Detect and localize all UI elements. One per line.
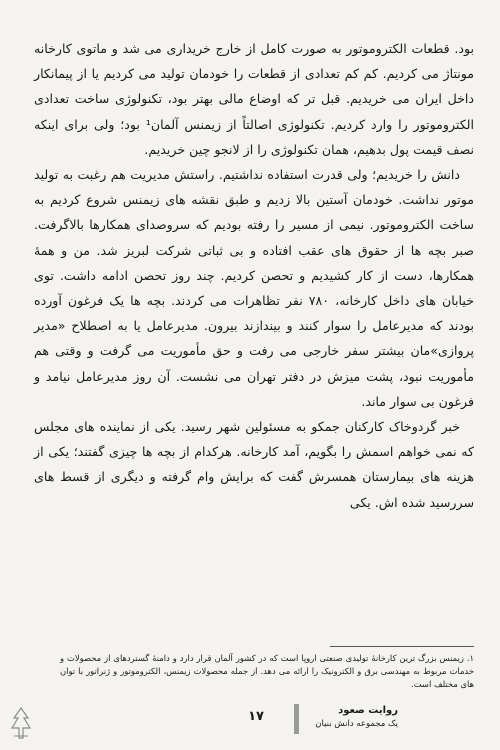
series-title: روایت صعود [338,705,398,716]
paragraph-1: بود. قطعات الکتروموتور به صورت کامل از خارج خریداری می شد و ماتوی کارخانه مونتاژ می کردیم. کم کم تعدادی از قطعات را خودمان تولید می کردیم یا از پیمانکار داخل ایران می خریدیم. قبل تر که اوضاع مالی بهتر بود، تکنولوژی ساخت تعدادی الکتروموتور را وارد کردیم. تکنولوژی اصالتاً از زیمنس آلمان¹ بود؛ ولی برای اینکه نصف قیمت پول بدهیم، همان تکنولوژی را از لانجو چین خریدیم. [34,41,474,157]
footnote-divider [330,646,474,647]
body-text [34,36,474,515]
running-footer [302,704,398,731]
publisher-logo-icon [8,706,34,740]
paragraph-2: دانش را خریدیم؛ ولی قدرت استفاده نداشتیم. راستش مدیریت هم رغبت به تولید موتور نداشت. خودمان آستین بالا زدیم و طبق نقشه های زیمنس شروع کردیم به ساخت الکتروموتور. نیمی از مسیر را رفته بودیم که سروصدای همکارها بالاگرفت. صبر بچه ها از حقوق های عقب افتاده و بی ثباتی شرکت لبریز شد. من و همهٔ همکارها، دست از کار کشیدیم و تحصن کردیم. چند روز تحصن ادامه داشت. توی خیابان های داخل کارخانه، ۷۸۰ نفر تظاهرات می کردند. بچه ها یک فرغون آورده بودند که مدیرعامل را سوار کنند و بیندازند بیرون. مدیرعامل یا به اصطلاح «مدیر پروازی»مان بیشتر سفر خارجی می رفت و حق مأموریت می گرفت و وقتی هم مأموریت نبود، پشت میزش در دفتر تهران می نشست. آن روز مدیرعامل نیامد و فرغون بی سوار ماند. [34,167,474,409]
footer-divider-bar [294,704,299,734]
page-number: ۱۷ [248,709,264,724]
page-footer [0,700,500,740]
series-subtitle: یک مجموعه دانش بنیان [315,719,398,729]
paragraph-3: خبر گردوخاک کارکنان جمکو به مسئولین شهر رسید. یکی از نماینده های مجلس که نمی خواهم اسمش را بگویم، آمد کارخانه. هرکدام از بچه ها چیزی گفتند؛ یکی از هزینه های بیمارستان همسرش گفت که برایش وام گرفته و دیگری از قسط های سررسید شده اش. یکی [34,419,474,510]
footnote: ۱. زیمنس بزرگ ترین کارخانهٔ تولیدی صنعتی اروپا است که در کشور آلمان قرار دارد و دامنهٔ گستردهای از محصولات و خدمات مربوط به مهندسی برق و الکترونیک را ارائه می دهد. از جمله محصولات زیمنس، الکتروموتور و ژنراتور با توان های مختلف است. [60,653,474,689]
